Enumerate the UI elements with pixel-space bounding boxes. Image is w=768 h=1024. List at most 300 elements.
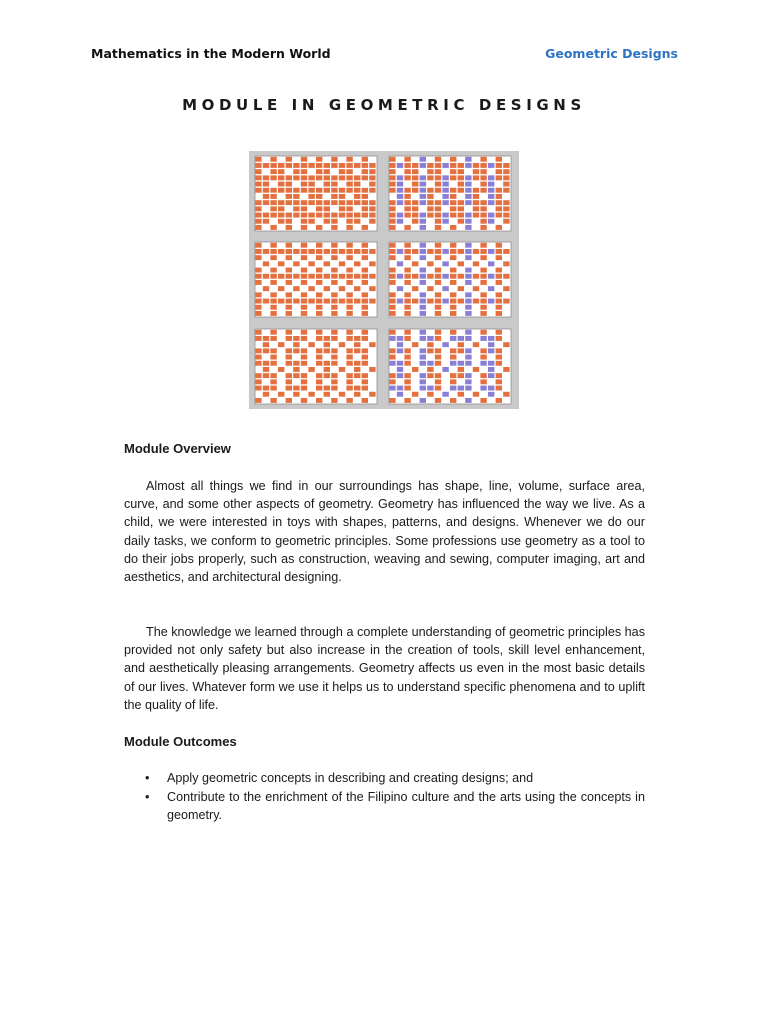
weave-cell: [412, 169, 418, 174]
weave-cell: [255, 361, 261, 366]
weave-cell: [331, 280, 337, 285]
weave-cell: [270, 213, 276, 218]
weave-cell: [397, 342, 403, 347]
weave-cell: [503, 367, 509, 372]
weave-cell: [286, 213, 292, 218]
weave-cell: [362, 243, 368, 248]
weave-cell: [420, 219, 426, 224]
weave-cell: [404, 188, 410, 193]
weave-cell: [346, 175, 352, 180]
weave-cell: [480, 330, 486, 335]
weave-cell: [442, 200, 448, 205]
weave-cell: [404, 361, 410, 366]
weave-cell: [450, 280, 456, 285]
weave-cell: [331, 336, 337, 341]
weave-cell: [301, 292, 307, 297]
weave-cell: [263, 194, 269, 199]
weave-cell: [308, 182, 314, 187]
weave-cell: [263, 249, 269, 254]
weave-cell: [346, 255, 352, 260]
weave-cell: [389, 398, 395, 403]
weave-cell: [255, 280, 261, 285]
overview-paragraph: [124, 623, 645, 714]
weave-cell: [270, 255, 276, 260]
weave-cell: [488, 392, 494, 397]
weave-cell: [270, 299, 276, 304]
weave-cell: [354, 200, 360, 205]
weave-cell: [389, 373, 395, 378]
weave-cell: [362, 280, 368, 285]
weave-cell: [389, 348, 395, 353]
weave-cell: [480, 398, 486, 403]
weave-cell: [465, 225, 471, 230]
weave-cell: [316, 175, 322, 180]
weave-cell: [480, 249, 486, 254]
weave-cell: [255, 305, 261, 310]
weave-cell: [362, 194, 368, 199]
weave-cell: [339, 175, 345, 180]
weave-cell: [362, 292, 368, 297]
weave-cell: [270, 169, 276, 174]
weave-cell: [270, 330, 276, 335]
weave-cell: [255, 175, 261, 180]
weave-cell: [270, 311, 276, 316]
weave-cell: [293, 213, 299, 218]
weave-cell: [369, 213, 375, 218]
weave-cell: [270, 175, 276, 180]
weave-cell: [308, 367, 314, 372]
weave-cell: [397, 188, 403, 193]
weave-cell: [496, 249, 502, 254]
weave-cell: [397, 361, 403, 366]
weave-cell: [255, 225, 261, 230]
weave-cell: [488, 373, 494, 378]
weave-cell: [404, 355, 410, 360]
weave-cell: [480, 200, 486, 205]
weave-cell: [316, 206, 322, 211]
weave-cell: [458, 200, 464, 205]
weave-cell: [465, 213, 471, 218]
weave-cell: [427, 373, 433, 378]
weave-cell: [503, 219, 509, 224]
weave-cell: [465, 182, 471, 187]
weave-cell: [362, 305, 368, 310]
weave-cell: [308, 194, 314, 199]
weave-cell: [389, 255, 395, 260]
bullet-icon: •: [145, 790, 150, 805]
weave-cell: [488, 274, 494, 279]
weave-cell: [346, 299, 352, 304]
weave-cell: [473, 194, 479, 199]
weave-cell: [412, 342, 418, 347]
weave-cell: [420, 157, 426, 162]
weave-cell: [286, 194, 292, 199]
weave-cell: [255, 292, 261, 297]
weave-cell: [450, 243, 456, 248]
weave-cell: [270, 361, 276, 366]
weave-cell: [316, 213, 322, 218]
weave-cell: [331, 200, 337, 205]
weave-cell: [316, 292, 322, 297]
weave-cell: [397, 194, 403, 199]
weave-cell: [354, 163, 360, 168]
weave-cell: [458, 261, 464, 266]
weave-cell: [389, 361, 395, 366]
weave-cell: [346, 330, 352, 335]
weave-cell: [427, 175, 433, 180]
weave-cell: [354, 392, 360, 397]
weave-cell: [420, 305, 426, 310]
weave-cell: [496, 348, 502, 353]
weave-cell: [270, 268, 276, 273]
weave-cell: [420, 386, 426, 391]
weave-cell: [488, 286, 494, 291]
weave-cell: [480, 379, 486, 384]
weave-cell: [293, 261, 299, 266]
weave-cell: [450, 206, 456, 211]
weave-cell: [324, 342, 330, 347]
weave-cell: [346, 274, 352, 279]
weave-cell: [286, 225, 292, 230]
weave-cell: [339, 261, 345, 266]
weave-cell: [263, 367, 269, 372]
weave-cell: [389, 243, 395, 248]
weave-cell: [301, 398, 307, 403]
weave-cell: [316, 200, 322, 205]
weave-cell: [442, 249, 448, 254]
weave-cell: [473, 367, 479, 372]
weave-cell: [346, 305, 352, 310]
weave-cell: [496, 373, 502, 378]
weave-cell: [263, 342, 269, 347]
weave-cell: [465, 379, 471, 384]
weave-cell: [316, 268, 322, 273]
weave-cell: [255, 157, 261, 162]
weave-cell: [465, 373, 471, 378]
weave-cell: [427, 261, 433, 266]
weave-cell: [324, 175, 330, 180]
weave-cell: [316, 311, 322, 316]
weave-cell: [496, 157, 502, 162]
weave-cell: [404, 225, 410, 230]
weave-cell: [480, 361, 486, 366]
weave-cell: [270, 355, 276, 360]
weave-cell: [324, 336, 330, 341]
weave-cell: [316, 243, 322, 248]
weave-cell: [435, 249, 441, 254]
weave-cell: [354, 274, 360, 279]
weave-cell: [293, 169, 299, 174]
weave-cell: [270, 386, 276, 391]
weave-cell: [496, 330, 502, 335]
header-course-title: Mathematics in the Modern World: [91, 46, 331, 61]
weave-cell: [339, 194, 345, 199]
weave-cell: [404, 373, 410, 378]
weave-cell: [412, 392, 418, 397]
weave-cell: [420, 249, 426, 254]
weave-cell: [324, 392, 330, 397]
weave-cell: [496, 311, 502, 316]
weave-cell: [496, 169, 502, 174]
weave-cell: [331, 299, 337, 304]
weave-cell: [420, 225, 426, 230]
weave-cell: [255, 182, 261, 187]
weave-cell: [397, 286, 403, 291]
weave-cell: [480, 169, 486, 174]
weave-cell: [450, 169, 456, 174]
weave-cell: [316, 299, 322, 304]
weave-cell: [503, 213, 509, 218]
weave-cell: [255, 330, 261, 335]
weave-cell: [420, 268, 426, 273]
weave-cell: [404, 206, 410, 211]
weave-cell: [442, 367, 448, 372]
weave-cell: [427, 392, 433, 397]
weave-cell: [346, 243, 352, 248]
weave-cell: [496, 175, 502, 180]
weave-cell: [301, 274, 307, 279]
weave-cell: [450, 292, 456, 297]
weave-cell: [427, 361, 433, 366]
weave-cell: [293, 274, 299, 279]
weave-cell: [270, 225, 276, 230]
weave-cell: [435, 268, 441, 273]
weave-cell: [404, 348, 410, 353]
weave-cell: [362, 188, 368, 193]
weave-cell: [397, 373, 403, 378]
weave-cell: [503, 261, 509, 266]
weave-cell: [427, 348, 433, 353]
weave-cell: [354, 213, 360, 218]
weave-cell: [346, 280, 352, 285]
weave-cell: [301, 163, 307, 168]
weave-cell: [346, 311, 352, 316]
weave-cell: [420, 163, 426, 168]
weave-cell: [255, 243, 261, 248]
weave-cell: [255, 299, 261, 304]
weave-cell: [450, 200, 456, 205]
weave-cell: [263, 213, 269, 218]
weave-cell: [496, 299, 502, 304]
weave-cell: [465, 280, 471, 285]
weave-cell: [286, 355, 292, 360]
weave-cell: [255, 336, 261, 341]
weave-cell: [480, 219, 486, 224]
weave-cell: [369, 367, 375, 372]
weave-cell: [450, 213, 456, 218]
weave-cell: [362, 268, 368, 273]
weave-cell: [346, 336, 352, 341]
weave-cell: [404, 243, 410, 248]
weave-cell: [427, 169, 433, 174]
weave-cell: [263, 336, 269, 341]
weave-cell: [442, 299, 448, 304]
weave-cell: [442, 163, 448, 168]
weave-cell: [301, 299, 307, 304]
weave-cell: [480, 243, 486, 248]
weave-cell: [389, 206, 395, 211]
weave-cell: [369, 342, 375, 347]
weave-cell: [458, 175, 464, 180]
weave-cell: [308, 261, 314, 266]
weave-cell: [435, 225, 441, 230]
weave-cell: [397, 175, 403, 180]
weave-cell: [263, 261, 269, 266]
weave-cell: [255, 386, 261, 391]
weave-cell: [270, 348, 276, 353]
weave-cell: [435, 182, 441, 187]
weave-cell: [473, 342, 479, 347]
weave-cell: [324, 206, 330, 211]
weave-cell: [308, 219, 314, 224]
weave-cell: [362, 348, 368, 353]
weave-cell: [496, 163, 502, 168]
weave-cell: [255, 200, 261, 205]
weave-cell: [263, 175, 269, 180]
weave-cell: [480, 268, 486, 273]
weave-cell: [346, 169, 352, 174]
weave-cell: [488, 219, 494, 224]
weave-cell: [331, 348, 337, 353]
weave-cell: [427, 206, 433, 211]
weave-cell: [420, 373, 426, 378]
weave-cell: [331, 386, 337, 391]
weave-cell: [316, 194, 322, 199]
weave-cell: [308, 286, 314, 291]
weave-cell: [308, 342, 314, 347]
weave-cell: [324, 249, 330, 254]
weave-cell: [427, 249, 433, 254]
weave-cell: [316, 361, 322, 366]
weave-cell: [450, 398, 456, 403]
weave-cell: [503, 274, 509, 279]
weave-cell: [480, 386, 486, 391]
weave-cell: [397, 274, 403, 279]
weave-cell: [369, 286, 375, 291]
weave-cell: [286, 255, 292, 260]
weave-cell: [346, 157, 352, 162]
weave-cell: [496, 292, 502, 297]
weave-cell: [286, 157, 292, 162]
weave-cell: [458, 348, 464, 353]
weave-cell: [301, 182, 307, 187]
weave-cell: [286, 398, 292, 403]
weave-cell: [301, 361, 307, 366]
weave-cell: [301, 169, 307, 174]
weave-cell: [503, 392, 509, 397]
weave-cell: [293, 188, 299, 193]
weave-cell: [465, 299, 471, 304]
weave-cell: [270, 305, 276, 310]
weave-cell: [442, 182, 448, 187]
weave-cell: [480, 292, 486, 297]
weave-cell: [488, 213, 494, 218]
weave-cell: [450, 268, 456, 273]
outcomes-list: [124, 769, 645, 826]
weave-cell: [435, 243, 441, 248]
weave-cell: [450, 157, 456, 162]
weave-cell: [301, 249, 307, 254]
weave-cell: [346, 379, 352, 384]
weave-cell: [458, 163, 464, 168]
weave-cell: [278, 213, 284, 218]
weave-cell: [362, 361, 368, 366]
weave-cell: [278, 200, 284, 205]
weave-cell: [286, 274, 292, 279]
weave-cell: [503, 175, 509, 180]
weave-cell: [339, 200, 345, 205]
weave-cell: [496, 361, 502, 366]
weave-cell: [301, 311, 307, 316]
weave-cell: [404, 175, 410, 180]
weave-cell: [435, 348, 441, 353]
weave-cell: [473, 200, 479, 205]
weave-cell: [301, 219, 307, 224]
weave-cell: [420, 299, 426, 304]
weave-cell: [308, 299, 314, 304]
weave-cell: [346, 225, 352, 230]
weave-cell: [301, 175, 307, 180]
weave-cell: [339, 169, 345, 174]
weave-cell: [465, 336, 471, 341]
module-overview-heading: Module Overview: [124, 441, 231, 456]
weave-cell: [339, 367, 345, 372]
weave-cell: [331, 398, 337, 403]
weave-cell: [389, 386, 395, 391]
weave-cell: [473, 175, 479, 180]
weave-cell: [263, 373, 269, 378]
weave-cell: [308, 213, 314, 218]
weave-cell: [324, 373, 330, 378]
weave-cell: [427, 367, 433, 372]
weave-cell: [397, 299, 403, 304]
weave-cell: [255, 311, 261, 316]
weave-cell: [404, 398, 410, 403]
weave-cell: [404, 330, 410, 335]
weave-cell: [435, 379, 441, 384]
weave-cell: [286, 292, 292, 297]
weave-cell: [255, 398, 261, 403]
weave-cell: [293, 299, 299, 304]
weave-cell: [465, 305, 471, 310]
weave-cell: [308, 188, 314, 193]
weave-cell: [412, 200, 418, 205]
weave-cell: [389, 157, 395, 162]
weave-cell: [286, 219, 292, 224]
weave-cell: [420, 213, 426, 218]
weave-cell: [346, 213, 352, 218]
weave-cell: [286, 361, 292, 366]
weave-cell: [263, 386, 269, 391]
weave-cell: [465, 348, 471, 353]
weave-cell: [339, 286, 345, 291]
list-item: [124, 769, 645, 787]
weave-cell: [496, 200, 502, 205]
weave-cell: [331, 157, 337, 162]
weave-cell: [435, 386, 441, 391]
weave-cell: [324, 348, 330, 353]
weave-cell: [346, 163, 352, 168]
weave-cell: [346, 249, 352, 254]
weave-cell: [339, 213, 345, 218]
weave-cell: [450, 175, 456, 180]
weave-cell: [458, 286, 464, 291]
weave-cell: [389, 175, 395, 180]
weave-cell: [404, 299, 410, 304]
weave-cell: [435, 213, 441, 218]
weave-cell: [255, 379, 261, 384]
weave-cell: [397, 386, 403, 391]
